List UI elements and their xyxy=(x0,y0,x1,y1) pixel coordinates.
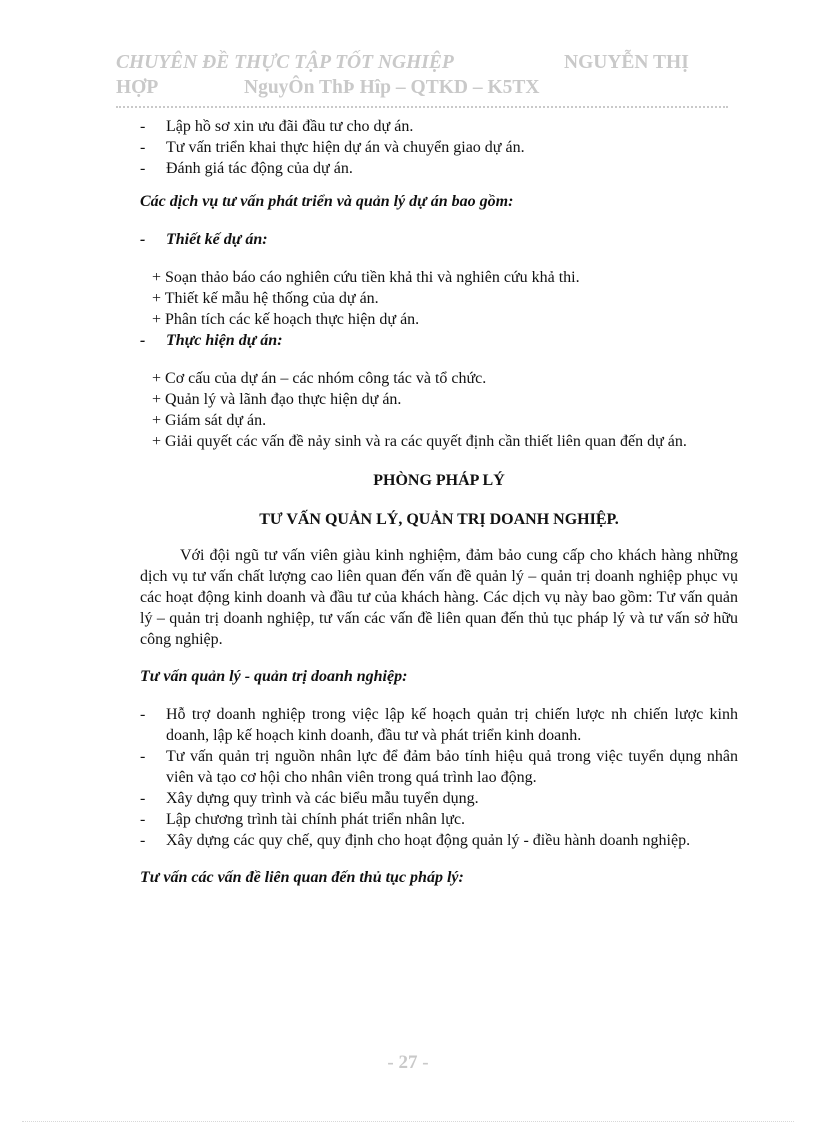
list-item: + Soạn thảo báo cáo nghiên cứu tiền khả thi và nghiên cứu khả thi. xyxy=(152,269,580,286)
list-item: + Phân tích các kế hoạch thực hiện dự án. xyxy=(152,311,420,328)
header-title: CHUYÊN ĐỀ THỰC TẬP TỐT NGHIỆP xyxy=(116,52,454,73)
list-item: - Xây dựng quy trình và các biểu mẫu tuyển dụng. xyxy=(140,788,738,809)
header-subtitle: NguyÔn ThÞ Hîp – QTKD – K5TX xyxy=(244,77,540,98)
page-header xyxy=(116,50,726,100)
list-management-consulting xyxy=(140,704,738,851)
list-project-design xyxy=(140,267,738,330)
list-item: - Lập chương trình tài chính phát triển nhân lực. xyxy=(140,809,738,830)
list-item: + Cơ cấu của dự án – các nhóm công tác và tổ chức. xyxy=(152,370,487,387)
heading-legal-procedures: Tư vấn các vấn đề liên quan đến thủ tục pháp lý: xyxy=(140,869,464,886)
list-item: - Lập hồ sơ xin ưu đãi đầu tư cho dự án. xyxy=(140,116,738,137)
section-subtitle: TƯ VẤN QUẢN LÝ, QUẢN TRỊ DOANH NGHIỆP. xyxy=(259,511,619,528)
header-author-first: NGUYỄN THỊ xyxy=(564,52,689,73)
subheading-project-design: - Thiết kế dự án: xyxy=(140,229,738,250)
list-item: - Đánh giá tác động của dự án. xyxy=(140,158,738,179)
intro-paragraph: Với đội ngũ tư vấn viên giàu kinh nghiệm, đảm bảo cung cấp cho khách hàng những dịch vụ tư vấn chất lượng cao liên quan đến vấn đề quản lý – quản trị doanh nghiệp phục vụ các hoạt động kinh doanh và đầu tư của khách hàng. Các dịch vụ này bao gồm: Tư vấn quản lý – quản trị doanh nghiệp, tư vấn các vấn đề liên quan đến thủ tục pháp lý và tư vấn sở hữu công nghiệp. xyxy=(140,547,738,648)
list-item: + Thiết kế mẫu hệ thống của dự án. xyxy=(152,290,379,307)
document-body xyxy=(140,116,738,888)
list-item: + Quản lý và lãnh đạo thực hiện dự án. xyxy=(152,391,402,408)
list-item: - Hỗ trợ doanh nghiệp trong việc lập kế hoạch quản trị chiến lược nh chiến lược kinh doanh, lập kế hoạch kinh doanh, đầu tư và phát triển kinh doanh. xyxy=(140,704,738,746)
list-item: - Xây dựng các quy chế, quy định cho hoạt động quản lý - điều hành doanh nghiệp. xyxy=(140,830,738,851)
page-number: - 27 - xyxy=(387,1052,429,1073)
header-author-last: HỢP xyxy=(116,77,159,98)
section-title: PHÒNG PHÁP LÝ xyxy=(373,472,505,489)
footer-divider xyxy=(22,1121,794,1122)
list-item: - Tư vấn quản trị nguồn nhân lực để đảm bảo tính hiệu quả trong việc tuyển dụng nhân viên và tạo cơ hội cho nhân viên trong quá trình lao động. xyxy=(140,746,738,788)
list-1 xyxy=(140,116,738,179)
subheading-project-implementation: - Thực hiện dự án: xyxy=(140,330,738,351)
list-item: - Tư vấn triển khai thực hiện dự án và chuyển giao dự án. xyxy=(140,137,738,158)
list-item: + Giải quyết các vấn đề nảy sinh và ra các quyết định cần thiết liên quan đến dự án. xyxy=(152,433,687,450)
list-item: + Giám sát dự án. xyxy=(152,412,267,429)
heading-management-consulting: Tư vấn quản lý - quản trị doanh nghiệp: xyxy=(140,668,408,685)
heading-project-services: Các dịch vụ tư vấn phát triển và quản lý dự án bao gồm: xyxy=(140,193,514,210)
list-project-implementation xyxy=(140,368,738,452)
header-divider xyxy=(116,106,728,108)
